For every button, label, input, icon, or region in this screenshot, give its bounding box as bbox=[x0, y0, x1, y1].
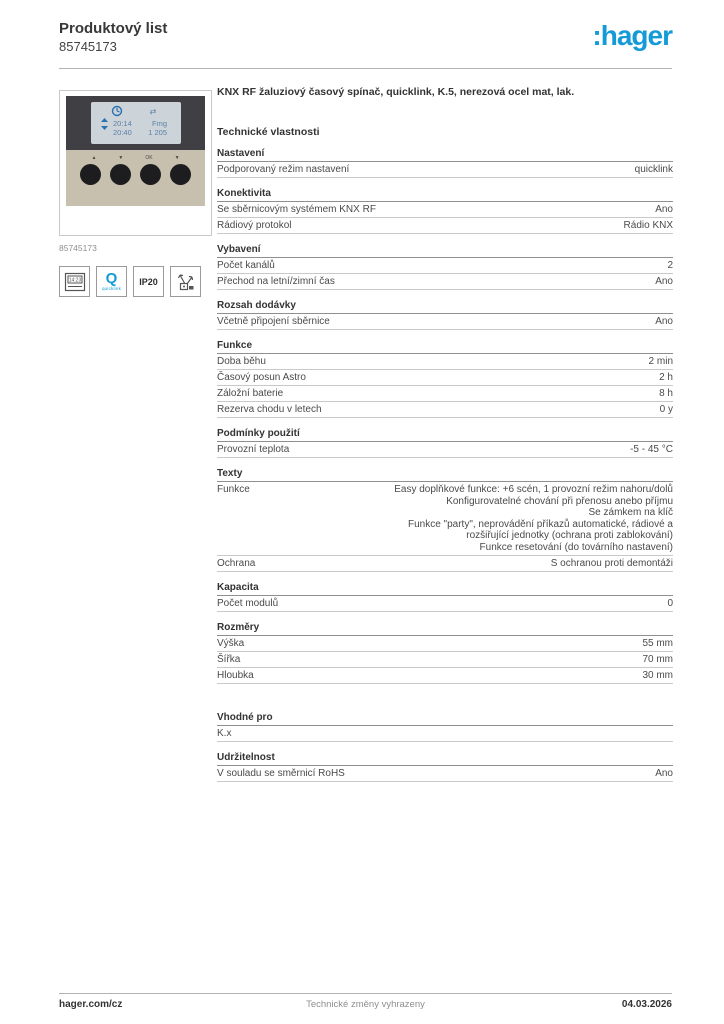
device-button-label: ▼ bbox=[118, 155, 124, 161]
row-value: S ochranou proti demontáži bbox=[550, 558, 673, 569]
row-value: 55 mm bbox=[642, 638, 673, 649]
page-footer bbox=[59, 999, 672, 1010]
section-title: Konektivita bbox=[217, 188, 673, 202]
table-row bbox=[217, 596, 673, 612]
table-row bbox=[217, 202, 673, 218]
device-button-label: ▼ bbox=[174, 155, 180, 161]
device-illustration bbox=[66, 96, 205, 206]
row-value-line: rozšiřující jednotky (ochrana proti zablokování) bbox=[466, 530, 673, 541]
section-title: Vybavení bbox=[217, 244, 673, 258]
section bbox=[217, 340, 673, 418]
quicklink-icon bbox=[96, 266, 127, 297]
device-button-label: ▲ bbox=[91, 155, 97, 161]
lcd-time-down: 20:40 bbox=[112, 128, 132, 137]
footer-website: hager.com/cz bbox=[59, 999, 123, 1010]
section bbox=[217, 188, 673, 234]
device-button-ok bbox=[140, 164, 161, 185]
bus-connection-icon bbox=[170, 266, 201, 297]
header-divider bbox=[59, 68, 672, 69]
product-title: KNX RF žaluziový časový spínač, quicklink, K.5, nerezová ocel mat, lak. bbox=[217, 86, 575, 98]
section bbox=[217, 582, 673, 612]
row-label: Počet kanálů bbox=[217, 260, 275, 271]
ip-rating-text: IP20 bbox=[139, 276, 158, 287]
section bbox=[217, 148, 673, 178]
table-row bbox=[217, 162, 673, 178]
row-label: Přechod na letní/zimní čas bbox=[217, 276, 335, 287]
footer-disclaimer: Technické změny vyhrazeny bbox=[306, 999, 425, 1010]
row-value: 2 h bbox=[659, 372, 673, 383]
row-value: 2 bbox=[667, 260, 673, 271]
footer-divider bbox=[59, 993, 672, 994]
device-button-panel bbox=[66, 150, 205, 206]
table-row bbox=[217, 274, 673, 290]
section bbox=[217, 244, 673, 290]
row-label: V souladu se směrnicí RoHS bbox=[217, 768, 345, 779]
product-image-caption: 85745173 bbox=[59, 243, 97, 253]
section-title: Nastavení bbox=[217, 148, 673, 162]
lcd-time-up: 20:14 bbox=[112, 119, 132, 128]
table-row bbox=[217, 370, 673, 386]
row-value-multiline bbox=[384, 484, 673, 553]
row-label: Provozní teplota bbox=[217, 444, 290, 455]
section bbox=[217, 300, 673, 330]
section bbox=[217, 752, 673, 782]
quicklink-label: quicklink bbox=[101, 286, 122, 291]
table-row bbox=[217, 652, 673, 668]
row-value: 8 h bbox=[659, 388, 673, 399]
row-label: Počet modulů bbox=[217, 598, 279, 609]
row-value-line: Konfigurovatelné chování při přenosu anebo příjmu bbox=[446, 495, 673, 507]
row-value: 30 mm bbox=[642, 670, 673, 681]
page-header bbox=[59, 20, 672, 54]
device-button-label: OK bbox=[145, 155, 153, 161]
document-product-number: 85745173 bbox=[59, 39, 117, 55]
table-row bbox=[217, 636, 673, 652]
timer-display-icon bbox=[59, 266, 90, 297]
section-title: Udržitelnost bbox=[217, 752, 673, 766]
table-row bbox=[217, 386, 673, 402]
device-button-down bbox=[110, 164, 131, 185]
table-row bbox=[217, 354, 673, 370]
row-label: Rezerva chodu v letech bbox=[217, 404, 322, 415]
section-title: Vhodné pro bbox=[217, 712, 673, 726]
device-button-up bbox=[80, 164, 101, 185]
table-row bbox=[217, 218, 673, 234]
device-buttons bbox=[66, 164, 205, 185]
row-label: Šířka bbox=[217, 654, 241, 665]
row-label: K.x bbox=[217, 728, 232, 739]
technical-data-column bbox=[217, 86, 673, 782]
row-value: Ano bbox=[655, 316, 673, 327]
table-row bbox=[217, 766, 673, 782]
document-title: Produktový list bbox=[59, 20, 168, 37]
row-value: 2 min bbox=[648, 356, 673, 367]
table-row bbox=[217, 726, 673, 742]
row-value: quicklink bbox=[634, 164, 673, 175]
row-label: Funkce bbox=[217, 484, 250, 495]
row-label: Výška bbox=[217, 638, 245, 649]
tech-properties-header: Technické vlastnosti bbox=[217, 126, 320, 138]
row-value: Ano bbox=[655, 204, 673, 215]
ip-rating-badge bbox=[133, 266, 164, 297]
row-value: 70 mm bbox=[642, 654, 673, 665]
section bbox=[217, 712, 673, 742]
footer-date: 04.03.2026 bbox=[621, 999, 672, 1010]
section-title: Funkce bbox=[217, 340, 673, 354]
row-value: Ano bbox=[655, 276, 673, 287]
section-title: Podmínky použití bbox=[217, 428, 673, 442]
product-media-column bbox=[59, 90, 213, 297]
row-label: Hloubka bbox=[217, 670, 254, 681]
hager-logo: :hager bbox=[592, 20, 672, 51]
table-row bbox=[217, 402, 673, 418]
row-value: -5 - 45 °C bbox=[630, 444, 673, 455]
row-label: Ochrana bbox=[217, 558, 256, 569]
section bbox=[217, 428, 673, 458]
lcd-value-text: 1 205 bbox=[147, 128, 167, 137]
row-label: Včetně připojení sběrnice bbox=[217, 316, 330, 327]
section-title: Kapacita bbox=[217, 582, 673, 596]
row-label: Rádiový protokol bbox=[217, 220, 292, 231]
device-lcd-screen bbox=[91, 102, 181, 144]
section-title: Texty bbox=[217, 468, 673, 482]
table-row bbox=[217, 314, 673, 330]
section-title: Rozměry bbox=[217, 622, 673, 636]
device-display-panel bbox=[66, 96, 205, 150]
row-label: Doba běhu bbox=[217, 356, 266, 367]
section bbox=[217, 622, 673, 684]
row-value-line: Funkce resetování (do továrního nastavení) bbox=[479, 541, 673, 553]
section-title: Rozsah dodávky bbox=[217, 300, 673, 314]
table-row bbox=[217, 482, 673, 556]
quicklink-q-glyph: Q bbox=[105, 270, 118, 287]
lcd-mode-text: Fmg bbox=[151, 119, 167, 128]
row-label: Podporovaný režim nastavení bbox=[217, 164, 350, 175]
row-value-line: Funkce "party", neprovádění příkazů automatické, rádiové a bbox=[407, 518, 673, 530]
device-button-labels bbox=[66, 150, 205, 161]
row-label: Záložní baterie bbox=[217, 388, 284, 399]
row-value-line: Se zámkem na klíč bbox=[588, 507, 673, 518]
row-value: Ano bbox=[655, 768, 673, 779]
device-button-menu bbox=[170, 164, 191, 185]
table-row bbox=[217, 442, 673, 458]
product-image bbox=[59, 90, 212, 236]
row-value-line: Easy doplňkové funkce: +6 scén, 1 provozní režim nahoru/dolů bbox=[394, 484, 673, 495]
table-row bbox=[217, 258, 673, 274]
table-row bbox=[217, 668, 673, 684]
row-label: Časový posun Astro bbox=[217, 372, 306, 383]
table-row bbox=[217, 556, 673, 572]
row-label: Se sběrnicovým systémem KNX RF bbox=[217, 204, 376, 215]
row-value: Rádio KNX bbox=[623, 220, 673, 231]
section bbox=[217, 468, 673, 572]
row-value: 0 y bbox=[659, 404, 673, 415]
tech-sections bbox=[217, 148, 673, 782]
certification-badges bbox=[59, 266, 213, 297]
timer-display-text: 14:23 bbox=[68, 277, 81, 283]
lcd-signal-icon: ⇄ bbox=[149, 107, 156, 116]
row-value: 0 bbox=[667, 598, 673, 609]
